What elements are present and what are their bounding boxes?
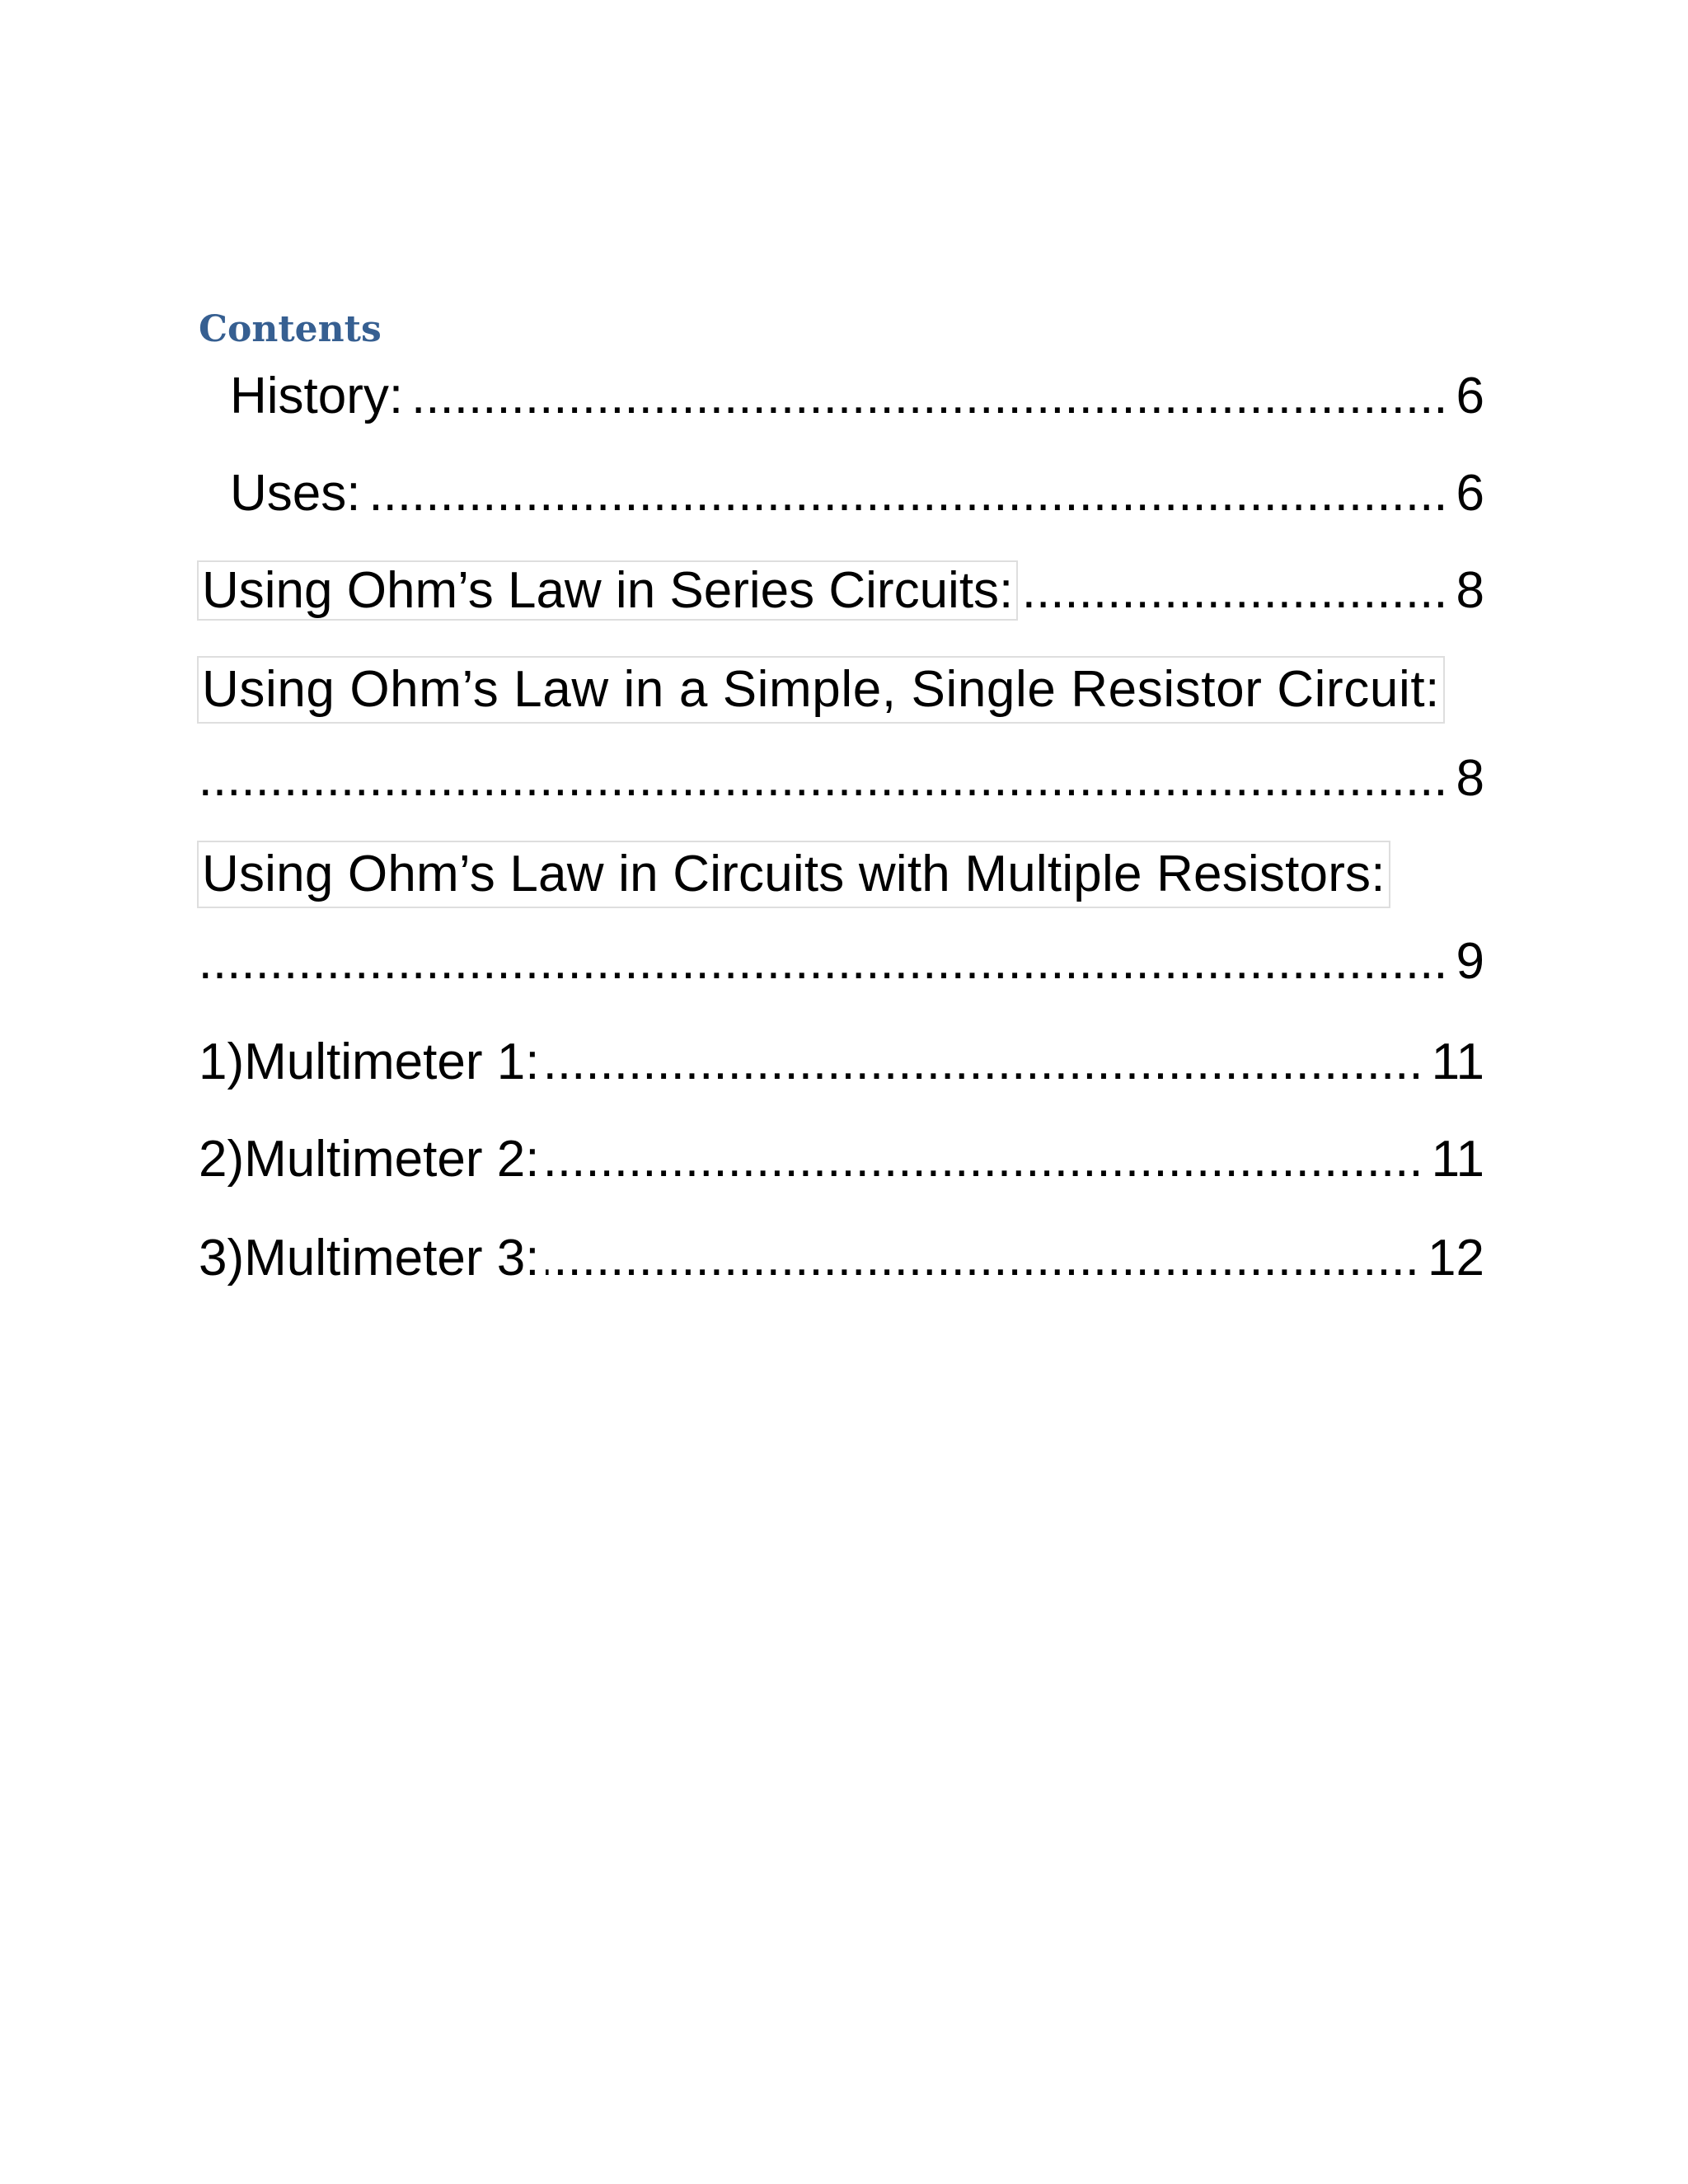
toc-entry-page-number: 12 (1419, 1226, 1484, 1291)
dot-leader (546, 1226, 1419, 1291)
toc-entry-page-number: 11 (1423, 1030, 1484, 1094)
toc-entry-history[interactable] (199, 364, 1484, 429)
toc-entry-page-number: 6 (1448, 364, 1484, 429)
dot-leader (1023, 559, 1447, 623)
toc-entry-page-number: 9 (1448, 930, 1484, 994)
dot-leader (410, 364, 1447, 429)
toc-entry-multiple-resistors-leader[interactable] (199, 930, 1484, 994)
toc-entry-label[interactable]: 2)Multimeter 2: (199, 1127, 546, 1192)
toc-entry-single-resistor-leader[interactable] (199, 747, 1484, 811)
toc-entry-multiple-resistors-title[interactable] (199, 842, 1389, 907)
toc-entry-uses[interactable] (199, 462, 1484, 526)
toc-entry-single-resistor-title[interactable] (199, 658, 1443, 722)
toc-entry-multimeter-1[interactable] (199, 1030, 1484, 1094)
toc-entry-multimeter-2[interactable] (199, 1127, 1484, 1192)
toc-entry-page-number: 8 (1448, 559, 1484, 623)
table-of-contents (199, 0, 1484, 2184)
toc-entry-series-circuits[interactable] (199, 559, 1484, 623)
toc-entry-label[interactable]: Using Ohm’s Law in Series Circuits: (199, 562, 1016, 619)
dot-leader (546, 1127, 1423, 1192)
dot-leader (367, 462, 1447, 526)
dot-leader (199, 930, 1448, 994)
toc-entry-multimeter-3[interactable] (199, 1226, 1484, 1291)
toc-entry-label[interactable]: History: (230, 364, 410, 429)
dot-leader (546, 1030, 1423, 1094)
toc-entry-label[interactable]: 1)Multimeter 1: (199, 1030, 546, 1094)
toc-entry-page-number: 11 (1423, 1127, 1484, 1192)
toc-entry-label[interactable]: Using Ohm’s Law in Circuits with Multiple Resistors: (199, 842, 1389, 907)
dot-leader (199, 747, 1448, 811)
toc-entry-label[interactable]: Using Ohm’s Law in a Simple, Single Resistor Circuit: (199, 658, 1443, 722)
toc-entry-page-number: 6 (1448, 462, 1484, 526)
toc-heading: Contents (199, 308, 382, 350)
toc-entry-label[interactable]: Uses: (230, 462, 367, 526)
toc-entry-label[interactable]: 3)Multimeter 3: (199, 1226, 546, 1291)
toc-entry-page-number: 8 (1448, 747, 1484, 811)
